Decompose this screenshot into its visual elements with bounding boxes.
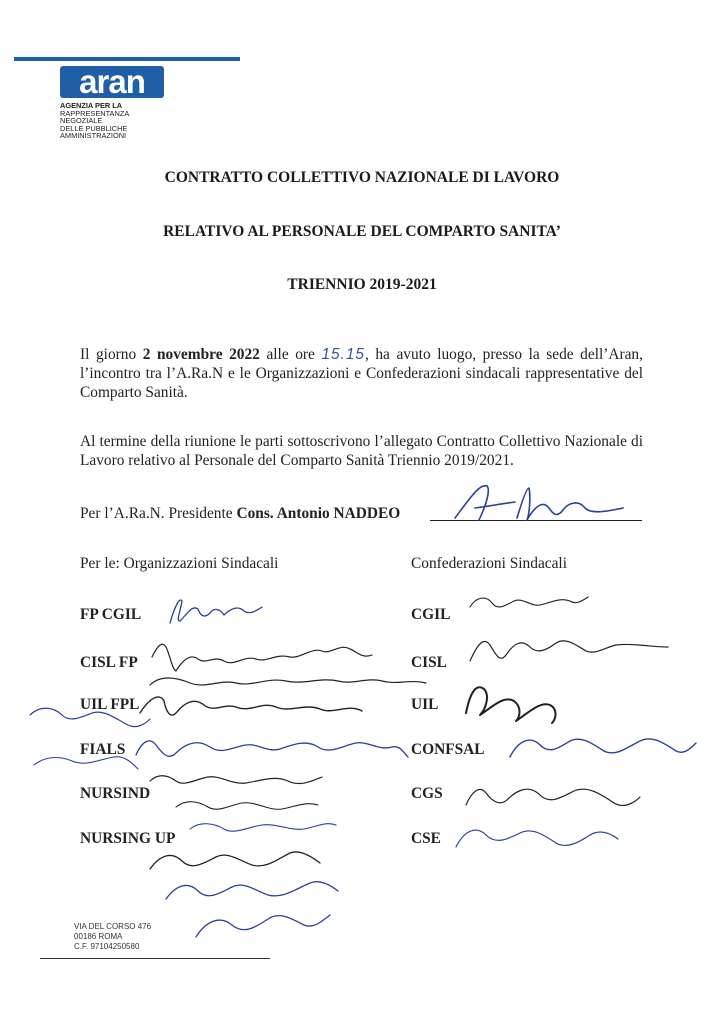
- confed-label: CISL: [411, 654, 447, 671]
- meeting-date: 2 novembre 2022: [142, 346, 260, 363]
- confed-label: CGIL: [411, 606, 451, 623]
- agency-name: [60, 102, 180, 140]
- intro-text: , ha avuto luogo, presso la sede dell’Aran, l’incontro tra l’A.Ra.N e le Organizzazioni e Confederazioni sindacali rappresentative del Comparto Sanità.: [80, 346, 643, 401]
- confederations-title: Confederazioni Sindacali: [411, 555, 567, 572]
- aran-signature: [445, 478, 635, 528]
- address-line: C.F. 97104250580: [74, 942, 140, 951]
- organizations-title: Per le: Organizzazioni Sindacali: [80, 555, 279, 572]
- org-label: FIALS: [80, 741, 126, 758]
- header-bar: [14, 57, 240, 61]
- intro-text: Il giorno: [80, 346, 143, 363]
- confed-label: CONFSAL: [411, 741, 485, 758]
- org-label: CISL FP: [80, 654, 138, 671]
- signing-paragraph: Al termine della riunione le parti sottoscrivono l’allegato Contratto Collettivo Nazionale di Lavoro relativo al Personale del Comparto Sanità Triennio 2019/2021.: [80, 433, 643, 469]
- confed-label: CGS: [411, 785, 443, 802]
- meeting-time: 15.15: [321, 346, 365, 363]
- org-label: UIL FPL: [80, 696, 140, 713]
- address-line: 00186 ROMA: [74, 932, 123, 941]
- footer-line: [40, 958, 270, 959]
- document-period: TRIENNIO 2019-2021: [287, 276, 437, 293]
- org-label: FP CGIL: [80, 606, 142, 623]
- address-line: VIA DEL CORSO 476: [74, 922, 152, 931]
- aran-label: Per l’A.Ra.N. Presidente: [80, 505, 237, 522]
- aran-signatory: [80, 505, 400, 523]
- union-signatures: [0, 585, 724, 965]
- confed-label: UIL: [411, 696, 439, 713]
- confed-label: CSE: [411, 830, 441, 847]
- document-subtitle: RELATIVO AL PERSONALE DEL COMPARTO SANITA’: [163, 223, 561, 240]
- agency-line: RAPPRESENTANZA: [60, 108, 130, 118]
- footer-address: [74, 922, 151, 952]
- agency-line: NEGOZIALE: [60, 116, 103, 126]
- agency-line: AGENZIA PER LA: [60, 101, 123, 110]
- document-title: CONTRATTO COLLETTIVO NAZIONALE DI LAVORO: [164, 169, 560, 186]
- agency-line: DELLE PUBBLICHE: [60, 123, 128, 133]
- intro-paragraph: [80, 345, 643, 402]
- org-label: NURSIND: [80, 785, 151, 802]
- aran-president-name: Cons. Antonio NADDEO: [236, 505, 401, 522]
- org-label: NURSING UP: [80, 830, 176, 847]
- aran-logo: aran: [60, 66, 164, 98]
- intro-text: alle ore: [259, 346, 322, 363]
- agency-line: AMMINISTRAZIONI: [60, 131, 127, 141]
